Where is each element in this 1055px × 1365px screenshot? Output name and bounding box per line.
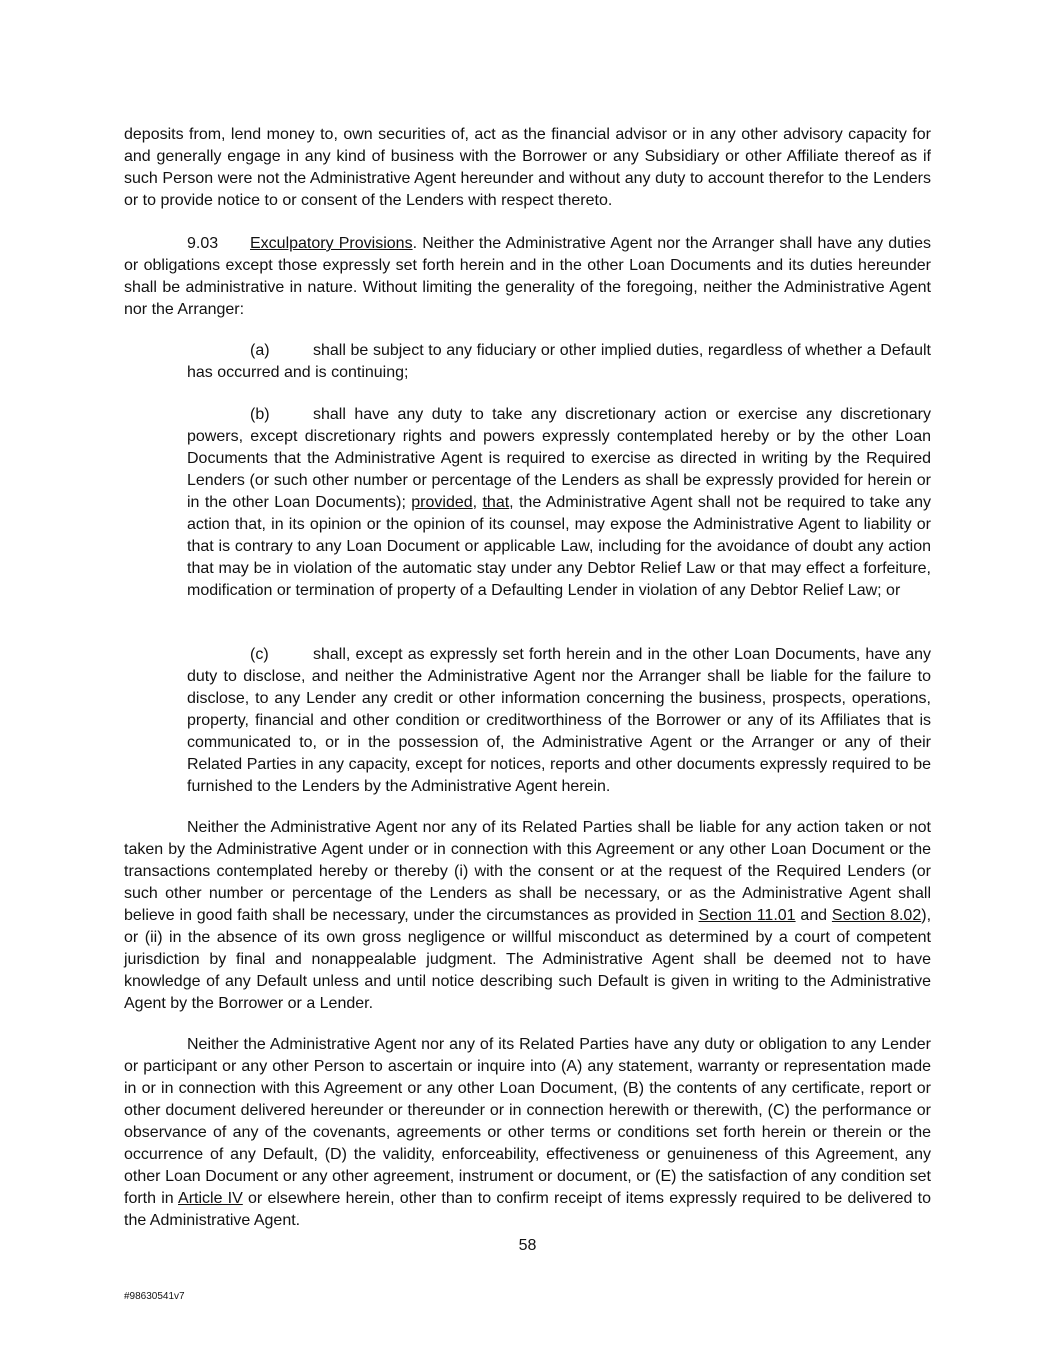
section-title: Exculpatory Provisions <box>250 235 413 252</box>
article-iv-reference: Article IV <box>178 1190 243 1207</box>
clause-a-text: shall be subject to any fiduciary or other implied duties, regardless of whether a Default has occurred and is continuing; <box>187 342 931 381</box>
clause-a <box>187 340 931 384</box>
clause-b-comma: , <box>472 494 478 511</box>
section-body: Neither the Administrative Agent nor the Arranger shall have any duties or obligations except those expressly set forth herein and in the other Loan Documents and its duties hereunder shall be administrative in nature. Without limiting the generality of the foregoing, neither the Administrative Agent nor the Arranger: <box>124 235 931 318</box>
clause-c <box>187 644 931 798</box>
clause-b <box>187 404 931 602</box>
duty-paragraph <box>124 1034 931 1232</box>
section-11-01-reference: Section 11.01 <box>698 907 796 924</box>
duty-text-2: or elsewhere herein, other than to confirm receipt of items expressly required to be delivered to the Administrative Agent. <box>124 1190 932 1229</box>
clause-b-text-2: , the Administrative Agent shall not be required to take any action that, in its opinion or the opinion of its counsel, may expose the Administrative Agent to liability or that is contrary to any Loan Document or applicable Law, including for the avoidance of doubt any action that may be in violation of the automatic stay under any Debtor Relief Law or that may effect a forfeiture, modification or termination of property of a Defaulting Lender in violation of any Debtor Relief Law; or <box>187 494 932 599</box>
section-number: 9.03 <box>187 235 219 252</box>
liability-text-1: Neither the Administrative Agent nor any of its Related Parties shall be liable for any action taken or not taken by the Administrative Agent under or in connection with this Agreement or any other Loan Document or the transactions contemplated hereby or thereby (i) with the consent or at the request of the Required Lenders (or such other number or percentage of the Lenders as shall be necessary, or as the Administrative Agent shall believe in good faith shall be necessary, under the circumstances as provided in <box>124 819 931 924</box>
page-number: 58 <box>518 1237 537 1254</box>
clause-b-text-1: shall have any duty to take any discretionary action or exercise any discretionary powers, except discretionary rights and powers expressly contemplated hereby or by the other Loan Documents that the Administrative Agent is required to exercise as directed in writing by the Required Lenders (or such other number or percentage of the Lenders as shall be expressly provided for herein or in the other Loan Documents); <box>187 406 931 511</box>
liability-paragraph <box>124 817 931 1015</box>
section-title-period: . <box>412 235 418 252</box>
clause-b-that: that <box>482 494 510 511</box>
clause-b-provided: provided <box>411 494 473 511</box>
clause-c-text: shall, except as expressly set forth herein and in the other Loan Documents, have any duty to disclose, and neither the Administrative Agent nor the Arranger shall be liable for the failure to disclose, to any Lender any credit or other information concerning the business, prospects, operations, property, financial and other condition or creditworthiness of the Borrower or any of its Affiliates that is communicated to, or in the possession of, the Administrative Agent or the Arranger or any of their Related Parties in any capacity, except for notices, reports and other documents expressly required to be furnished to the Lenders by the Administrative Agent herein. <box>187 646 931 795</box>
continuation-paragraph <box>124 124 931 212</box>
duty-text-1: Neither the Administrative Agent nor any of its Related Parties have any duty or obligation to any Lender or participant or any other Person to ascertain or inquire into (A) any statement, warranty or representation made in or in connection with this Agreement or any other Loan Document, (B) the contents of any certificate, report or other document delivered hereunder or thereunder or in connection herewith or therewith, (C) the performance or observance of any of the covenants, agreements or other terms or conditions set forth herein or therein or the occurrence of any Default, (D) the validity, enforceability, effectiveness or genuineness of this Agreement, any other Loan Document or any other agreement, instrument or document, or (E) the satisfaction of any condition set forth in <box>124 1036 931 1207</box>
clause-b-label: (b) <box>250 406 270 423</box>
liability-and: and <box>795 907 832 924</box>
section-9-03-paragraph <box>124 233 931 321</box>
clause-a-label: (a) <box>250 342 270 359</box>
liability-text-2: ), or (ii) in the absence of its own gross negligence or willful misconduct as determined by a court of competent jurisdiction by final and nonappealable judgment. The Administrative Agent shall be deemed not to have knowledge of any Default unless and until notice describing such Default is given in writing to the Administrative Agent by the Borrower or a Lender. <box>124 907 932 1012</box>
clause-c-label: (c) <box>250 646 269 663</box>
document-id: #98630541v7 <box>124 1291 185 1302</box>
section-8-02-reference: Section 8.02 <box>831 907 922 924</box>
continuation-text: deposits from, lend money to, own securities of, act as the financial advisor or in any other advisory capacity for and generally engage in any kind of business with the Borrower or any Subsidiary or other Affiliate thereof as if such Person were not the Administrative Agent hereunder and without any duty to account therefor to the Lenders or to provide notice to or consent of the Lenders with respect thereto. <box>124 126 931 209</box>
